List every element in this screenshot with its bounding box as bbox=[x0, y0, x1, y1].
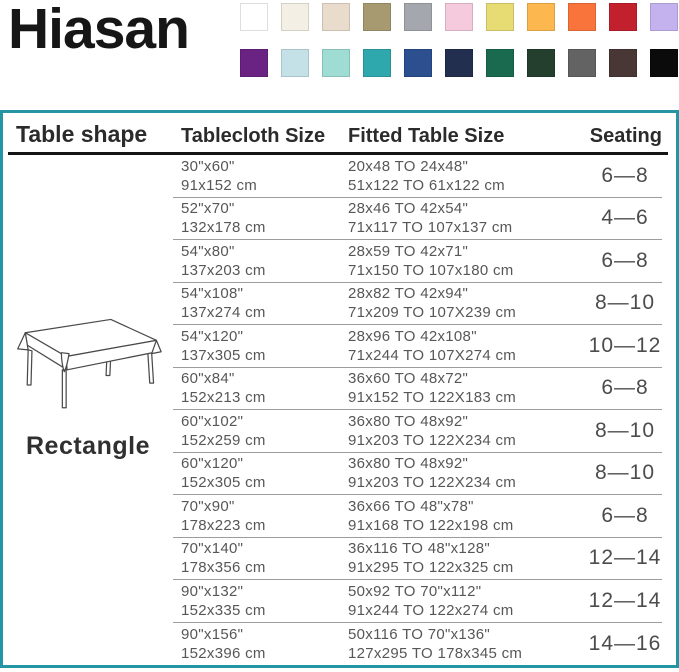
swatch-pink bbox=[445, 3, 473, 31]
column-header-fitted-table-size: Fitted Table Size bbox=[348, 113, 588, 155]
swatch-row-2 bbox=[240, 49, 678, 77]
tablecloth-size-cell bbox=[173, 538, 348, 581]
tablecloth-size-cm: 137x274 cm bbox=[181, 304, 266, 322]
fitted-size-cm: 71x150 TO 107x180 cm bbox=[348, 261, 514, 279]
fitted-size-cm: 71x244 TO 107X274 cm bbox=[348, 346, 517, 364]
seating-cell: 14—16 bbox=[588, 631, 662, 655]
swatch-row-1 bbox=[240, 3, 678, 31]
seating-cell: 6—8 bbox=[588, 240, 662, 283]
fitted-size-cm: 91x152 TO 122X183 cm bbox=[348, 389, 517, 407]
fitted-size-cm: 71x209 TO 107X239 cm bbox=[348, 304, 517, 322]
swatch-grey bbox=[404, 3, 432, 31]
tablecloth-size-cm: 152x335 cm bbox=[181, 601, 266, 619]
fitted-size-cm: 91x168 TO 122x198 cm bbox=[348, 516, 514, 534]
tablecloth-size-cell bbox=[173, 580, 348, 623]
swatch-yellow bbox=[486, 3, 514, 31]
fitted-size-cell bbox=[348, 495, 588, 538]
tablecloth-size-cell bbox=[173, 368, 348, 411]
brand-header bbox=[0, 0, 679, 110]
tablecloth-size-cm: 152x305 cm bbox=[181, 474, 266, 492]
tablecloth-size-inches: 90"x156" bbox=[181, 625, 244, 643]
size-chart-table bbox=[3, 113, 676, 665]
swatch-ivory bbox=[281, 3, 309, 31]
tablecloth-size-inches: 54"x120" bbox=[181, 327, 244, 345]
swatch-lavender bbox=[650, 3, 678, 31]
swatch-beige bbox=[322, 3, 350, 31]
fitted-size-cm: 71x117 TO 107x137 cm bbox=[348, 219, 513, 237]
tablecloth-size-inches: 52"x70" bbox=[181, 200, 235, 218]
size-chart-panel bbox=[0, 110, 679, 668]
fitted-size-cell bbox=[348, 240, 588, 283]
tablecloth-size-inches: 70"x140" bbox=[181, 540, 244, 558]
fitted-size-cell bbox=[348, 453, 588, 496]
tablecloth-size-cm: 132x178 cm bbox=[181, 219, 266, 237]
tablecloth-size-cell bbox=[173, 495, 348, 538]
swatch-gold bbox=[527, 3, 555, 31]
tablecloth-size-cell bbox=[173, 198, 348, 241]
seating-cell: 6—8 bbox=[588, 155, 662, 198]
fitted-size-inches: 36x66 TO 48"x78" bbox=[348, 497, 474, 515]
fitted-size-cell bbox=[348, 368, 588, 411]
seating-cell: 12—14 bbox=[588, 538, 662, 581]
tablecloth-size-cm: 137x203 cm bbox=[181, 261, 266, 279]
swatch-brown bbox=[609, 49, 637, 77]
tablecloth-size-cell bbox=[173, 453, 348, 496]
fitted-size-cm: 91x203 TO 122X234 cm bbox=[348, 474, 517, 492]
swatch-purple bbox=[240, 49, 268, 77]
seating-cell: 4—6 bbox=[588, 198, 662, 241]
fitted-size-cell bbox=[348, 410, 588, 453]
tablecloth-size-cell bbox=[173, 325, 348, 368]
swatch-red bbox=[609, 3, 637, 31]
fitted-size-inches: 50x92 TO 70"x112" bbox=[348, 582, 482, 600]
fitted-size-inches: 36x60 TO 48x72" bbox=[348, 370, 469, 388]
fitted-size-inches: 28x96 TO 42x108" bbox=[348, 327, 477, 345]
swatch-black bbox=[650, 49, 678, 77]
fitted-size-cell bbox=[348, 623, 588, 666]
tablecloth-size-cm: 91x152 cm bbox=[181, 176, 258, 194]
tablecloth-size-cm: 152x259 cm bbox=[181, 431, 266, 449]
brand-logo: Hiasan bbox=[8, 0, 189, 61]
tablecloth-size-cell bbox=[173, 240, 348, 283]
swatch-light-blue bbox=[281, 49, 309, 77]
fitted-size-inches: 28x46 TO 42x54" bbox=[348, 200, 469, 218]
column-header-tablecloth-size: Tablecloth Size bbox=[173, 113, 348, 155]
seating-cell: 12—14 bbox=[588, 580, 662, 623]
fitted-size-inches: 28x59 TO 42x71" bbox=[348, 242, 469, 260]
tablecloth-size-inches: 30"x60" bbox=[181, 157, 235, 175]
fitted-size-cell bbox=[348, 325, 588, 368]
fitted-size-cell bbox=[348, 155, 588, 198]
tablecloth-size-cell bbox=[173, 283, 348, 326]
swatch-aqua bbox=[322, 49, 350, 77]
fitted-size-cm: 51x122 TO 61x122 cm bbox=[348, 176, 505, 194]
seating-cell: 8—10 bbox=[588, 410, 662, 453]
seating-cell: 10—12 bbox=[588, 325, 662, 368]
tablecloth-size-inches: 54"x108" bbox=[181, 285, 244, 303]
tablecloth-size-inches: 54"x80" bbox=[181, 242, 235, 260]
fitted-size-inches: 50x116 TO 70"x136" bbox=[348, 625, 490, 643]
swatch-white bbox=[240, 3, 268, 31]
tablecloth-size-cell bbox=[173, 623, 348, 666]
fitted-size-inches: 36x80 TO 48x92" bbox=[348, 412, 469, 430]
fitted-size-inches: 20x48 TO 24x48" bbox=[348, 157, 469, 175]
swatch-khaki bbox=[363, 3, 391, 31]
swatch-teal bbox=[363, 49, 391, 77]
rectangle-table-icon bbox=[12, 309, 164, 412]
tablecloth-size-cm: 152x213 cm bbox=[181, 389, 266, 407]
fitted-size-cell bbox=[348, 580, 588, 623]
fitted-size-inches: 36x80 TO 48x92" bbox=[348, 455, 469, 473]
swatch-navy bbox=[445, 49, 473, 77]
tablecloth-size-inches: 70"x90" bbox=[181, 497, 235, 515]
tablecloth-size-inches: 90"x132" bbox=[181, 582, 244, 600]
swatch-orange bbox=[568, 3, 596, 31]
fitted-size-cell bbox=[348, 538, 588, 581]
fitted-size-cm: 91x244 TO 122x274 cm bbox=[348, 601, 514, 619]
tablecloth-size-cm: 178x356 cm bbox=[181, 559, 266, 577]
seating-cell: 8—10 bbox=[588, 453, 662, 496]
swatch-green bbox=[486, 49, 514, 77]
swatch-dark-grey bbox=[568, 49, 596, 77]
column-header-table-shape: Table shape bbox=[8, 113, 173, 155]
tablecloth-size-cell bbox=[173, 155, 348, 198]
fitted-size-cell bbox=[348, 198, 588, 241]
tablecloth-size-cm: 178x223 cm bbox=[181, 516, 266, 534]
tablecloth-size-cm: 152x396 cm bbox=[181, 644, 266, 662]
table-shape-cell bbox=[3, 155, 173, 665]
fitted-size-inches: 28x82 TO 42x94" bbox=[348, 285, 469, 303]
fitted-size-cm: 127x295 TO 178x345 cm bbox=[348, 644, 523, 662]
fitted-size-cm: 91x295 TO 122x325 cm bbox=[348, 559, 514, 577]
tablecloth-size-cell bbox=[173, 410, 348, 453]
fitted-size-cell bbox=[348, 283, 588, 326]
seating-cell: 8—10 bbox=[588, 283, 662, 326]
tablecloth-size-inches: 60"x102" bbox=[181, 412, 244, 430]
column-header-seating: Seating bbox=[588, 113, 668, 155]
seating-cell: 6—8 bbox=[588, 495, 662, 538]
fitted-size-cm: 91x203 TO 122X234 cm bbox=[348, 431, 517, 449]
tablecloth-size-cm: 137x305 cm bbox=[181, 346, 266, 364]
color-swatch-grid bbox=[240, 3, 678, 77]
swatch-dark-green bbox=[527, 49, 555, 77]
fitted-size-inches: 36x116 TO 48"x128" bbox=[348, 540, 490, 558]
shape-label: Rectangle bbox=[26, 431, 150, 460]
tablecloth-size-inches: 60"x120" bbox=[181, 455, 244, 473]
tablecloth-size-inches: 60"x84" bbox=[181, 370, 235, 388]
swatch-royal-blue bbox=[404, 49, 432, 77]
seating-cell: 6—8 bbox=[588, 368, 662, 411]
